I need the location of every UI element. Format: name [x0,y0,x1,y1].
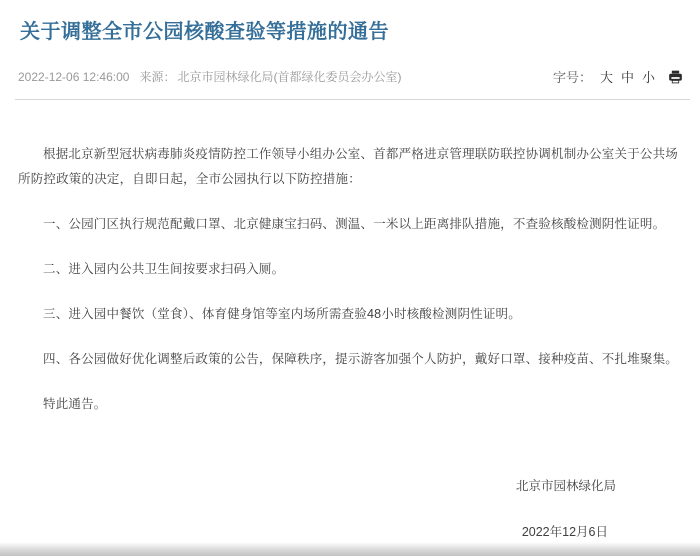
notice-article [0,18,700,556]
font-size-medium-button[interactable]: 中 [620,70,634,85]
signature-organization: 北京市园林绿化局 [515,479,616,493]
page-title: 关于调整全市公园核酸查验等措施的通告 [20,21,389,43]
article-body [0,142,700,545]
meta-row [18,67,684,86]
paragraph-item-1: 一、公园门区执行规范配戴口罩、北京健康宝扫码、测温、一米以上距离排队措施，不查验核酸检测阴性证明。 [43,217,666,231]
font-size-large-button[interactable]: 大 [599,70,613,85]
source-value: 北京市园林绿化局(首都绿化委员会办公室) [177,70,402,84]
signature-block [18,474,686,545]
paragraph-item-4: 四、各公园做好优化调整后政策的公告，保障秩序，提示游客加强个人防护，戴好口罩、接种疫苗、不扎堆聚集。 [43,352,679,366]
printer-icon [667,69,684,85]
paragraph-closing: 特此通告。 [43,397,107,411]
meta-publish-info [18,68,401,85]
header-divider [15,99,690,100]
publish-datetime: 2022-12-06 12:46:00 [18,69,130,84]
signature-date: 2022年12月6日 [521,525,608,539]
paragraph-item-3: 三、进入园中餐饮（堂食）、体育健身馆等室内场所需查验48小时核酸检测阴性证明。 [43,307,521,321]
paragraph-item-2: 二、进入园内公共卫生间按要求扫码入厕。 [43,262,285,276]
font-size-controls [553,67,684,86]
font-size-small-button[interactable]: 小 [641,70,655,85]
source-label: 来源： [139,70,176,84]
font-size-label: 字号： [552,70,592,85]
print-button[interactable] [667,69,684,85]
paragraph-intro: 根据北京新型冠状病毒肺炎疫情防控工作领导小组办公室、首都严格进京管理联防联控协调机制办公室关于公共场所防控政策的决定，自即日起，全市公园执行以下防控措施： [18,147,679,186]
